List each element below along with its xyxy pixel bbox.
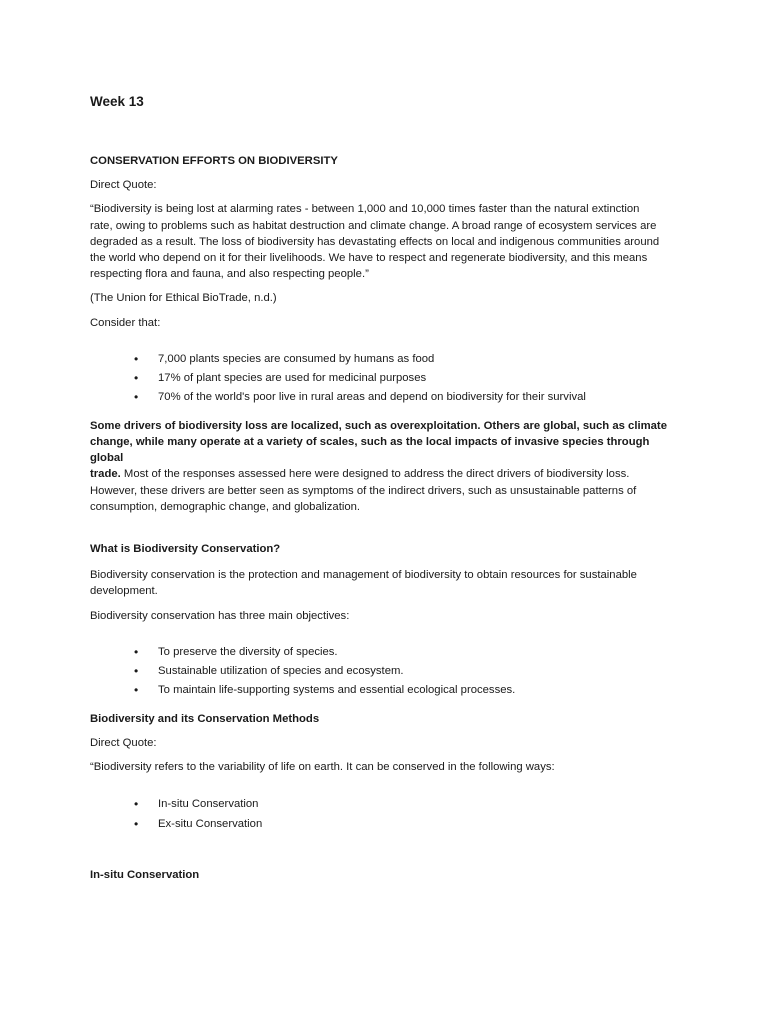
list-item: • Sustainable utilization of species and ecosystem. xyxy=(90,662,680,681)
drivers-paragraph xyxy=(90,418,680,515)
paragraph-line: development. xyxy=(90,585,158,598)
list-item: • 17% of plant species are used for medicinal purposes xyxy=(90,369,680,388)
quote-line: rate, owing to problems such as habitat destruction and climate change. A broad range of ecosystem services are xyxy=(90,219,657,232)
quote-line: the world who depend on it for their livelihoods. We have to respect and regenerate biodiversity, and this means xyxy=(90,252,648,265)
objectives-list xyxy=(90,643,680,701)
definition-paragraph xyxy=(90,567,680,599)
paragraph-line: Biodiversity conservation is the protection and management of biodiversity to obtain resources for sustainable xyxy=(90,569,637,582)
direct-quote-label: Direct Quote: xyxy=(90,736,157,749)
list-item: • In-situ Conservation xyxy=(90,795,680,814)
section-heading-what-is-conservation: What is Biodiversity Conservation? xyxy=(90,542,281,555)
quote-line: degraded as a result. The loss of biodiversity has devastating effects on local and indigenous communities around xyxy=(90,235,660,248)
list-item: • 7,000 plants species are consumed by humans as food xyxy=(90,350,680,369)
week-title: Week 13 xyxy=(90,94,144,109)
section-heading-in-situ: In-situ Conservation xyxy=(90,868,200,881)
section-heading-conservation-efforts: CONSERVATION EFFORTS ON BIODIVERSITY xyxy=(90,155,338,167)
consider-label: Consider that: xyxy=(90,316,161,329)
section-heading-conservation-methods: Biodiversity and its Conservation Methods xyxy=(90,712,320,725)
quote-paragraph xyxy=(90,201,680,282)
paragraph-line-bold: change, while many operate at a variety of scales, such as the local impacts of invasive species through global xyxy=(90,435,650,465)
list-item: • 70% of the world's poor live in rural areas and depend on biodiversity for their survival xyxy=(90,388,680,407)
paragraph-text-fragment: Most of the responses assessed here were designed to address the direct drivers of biodiversity loss. xyxy=(120,468,630,481)
paragraph-line xyxy=(90,466,680,482)
list-item: • To preserve the diversity of species. xyxy=(90,643,680,662)
citation: (The Union for Ethical BioTrade, n.d.) xyxy=(90,292,277,305)
direct-quote-label: Direct Quote: xyxy=(90,179,157,192)
methods-list xyxy=(90,795,680,834)
facts-list xyxy=(90,350,680,408)
paragraph-line: However, these drivers are better seen as symptoms of the indirect drivers, such as unsustainable patterns of xyxy=(90,484,637,497)
document-content xyxy=(90,93,680,883)
methods-quote: “Biodiversity refers to the variability of life on earth. It can be conserved in the following ways: xyxy=(90,761,555,774)
list-item: • To maintain life-supporting systems and essential ecological processes. xyxy=(90,681,680,700)
paragraph-line: consumption, demographic change, and globalization. xyxy=(90,500,361,513)
quote-line: respecting flora and fauna, and also respecting people.” xyxy=(90,268,369,281)
quote-line: “Biodiversity is being lost at alarming rates - between 1,000 and 10,000 times faster than the natural extinction xyxy=(90,203,640,216)
objectives-intro: Biodiversity conservation has three main objectives: xyxy=(90,609,350,622)
paragraph-bold-fragment: trade. xyxy=(90,468,121,481)
list-item: • Ex-situ Conservation xyxy=(90,815,680,834)
paragraph-line-bold: Some drivers of biodiversity loss are localized, such as overexploitation. Others are global, such as climate xyxy=(90,419,667,432)
